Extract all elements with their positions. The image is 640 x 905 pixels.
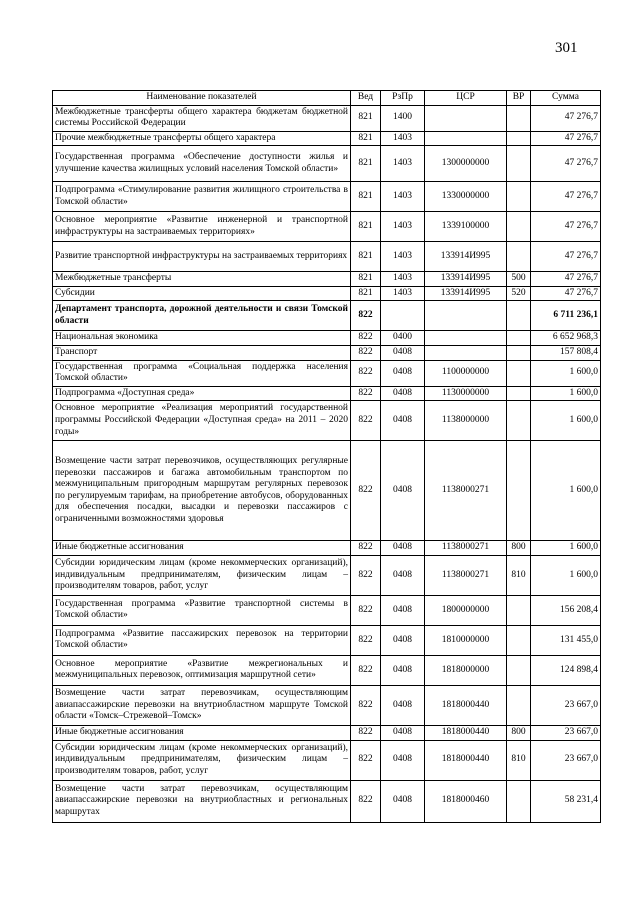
table-row [53, 595, 601, 625]
header-vr: ВР [507, 91, 531, 106]
row-rzpr: 0408 [381, 725, 425, 740]
row-rzpr: 0408 [381, 740, 425, 780]
row-csr: 1130000000 [425, 386, 507, 401]
row-ved: 822 [351, 541, 381, 556]
row-name: Возмещение части затрат перевозчиков, осуществляющих регулярные перевозки пассажиров и багажа автомобильным транспортом по межмуниципальным пригородным маршрутам регулярных перевозок по регулируемым тарифам, на приобретение автобусов, оборудованных для обеспечения посадки, высадки и перевозки пассажиров с ограниченными возможностями здоровья [53, 441, 351, 541]
row-sum: 1 600,0 [531, 360, 601, 386]
row-sum: 47 276,7 [531, 242, 601, 272]
row-ved: 821 [351, 182, 381, 212]
row-csr: 1300000000 [425, 146, 507, 182]
row-sum: 23 667,0 [531, 740, 601, 780]
row-rzpr: 1403 [381, 286, 425, 301]
row-sum: 124 898,4 [531, 655, 601, 685]
row-csr: 1818000440 [425, 725, 507, 740]
row-csr: 1818000440 [425, 740, 507, 780]
row-rzpr: 0408 [381, 401, 425, 441]
row-csr [425, 105, 507, 131]
row-vr [507, 301, 531, 331]
row-csr: 1138000271 [425, 541, 507, 556]
table-row [53, 655, 601, 685]
row-csr: 1138000000 [425, 401, 507, 441]
row-name: Основное мероприятие «Развитие межрегиональных и межмуниципальных перевозок, оптимизация маршрутной сети» [53, 655, 351, 685]
table-row [53, 301, 601, 331]
table-row [53, 685, 601, 725]
table-row [53, 386, 601, 401]
row-csr [425, 346, 507, 361]
row-ved: 821 [351, 146, 381, 182]
row-csr: 133914И995 [425, 242, 507, 272]
table-row [53, 182, 601, 212]
row-vr [507, 331, 531, 346]
row-sum: 1 600,0 [531, 441, 601, 541]
row-sum: 47 276,7 [531, 212, 601, 242]
row-ved: 822 [351, 301, 381, 331]
row-ved: 822 [351, 360, 381, 386]
row-vr: 500 [507, 272, 531, 287]
row-csr: 133914И995 [425, 286, 507, 301]
row-rzpr: 0408 [381, 555, 425, 595]
table-row [53, 725, 601, 740]
row-sum: 47 276,7 [531, 131, 601, 146]
row-name: Межбюджетные трансферты общего характера бюджетам бюджетной системы Российской Федерации [53, 105, 351, 131]
row-ved: 821 [351, 242, 381, 272]
row-ved: 821 [351, 212, 381, 242]
table-row [53, 401, 601, 441]
row-sum: 157 808,4 [531, 346, 601, 361]
row-ved: 821 [351, 131, 381, 146]
row-sum: 47 276,7 [531, 146, 601, 182]
row-sum: 1 600,0 [531, 555, 601, 595]
page-number: 301 [555, 40, 578, 56]
row-ved: 822 [351, 725, 381, 740]
header-name: Наименование показателей [53, 91, 351, 106]
table-row [53, 212, 601, 242]
row-csr: 1138000271 [425, 555, 507, 595]
table-row [53, 146, 601, 182]
row-csr: 1138000271 [425, 441, 507, 541]
row-vr [507, 595, 531, 625]
row-sum: 47 276,7 [531, 272, 601, 287]
row-ved: 822 [351, 386, 381, 401]
row-rzpr: 0408 [381, 541, 425, 556]
row-csr: 133914И995 [425, 272, 507, 287]
header-ved: Вед [351, 91, 381, 106]
table-header-row [53, 91, 601, 106]
row-vr [507, 212, 531, 242]
row-name: Субсидии юридическим лицам (кроме некоммерческих организаций), индивидуальным предпринимателям, физическим лицам – производителям товаров, работ, услуг [53, 555, 351, 595]
row-name: Транспорт [53, 346, 351, 361]
row-rzpr: 0408 [381, 346, 425, 361]
row-vr [507, 655, 531, 685]
row-rzpr: 1403 [381, 212, 425, 242]
row-ved: 822 [351, 441, 381, 541]
row-vr [507, 441, 531, 541]
table-row [53, 272, 601, 287]
row-rzpr: 0408 [381, 655, 425, 685]
row-ved: 822 [351, 401, 381, 441]
row-name: Государственная программа «Развитие транспортной системы в Томской области» [53, 595, 351, 625]
row-vr [507, 780, 531, 822]
row-vr [507, 182, 531, 212]
row-rzpr: 0408 [381, 441, 425, 541]
row-rzpr: 1403 [381, 146, 425, 182]
row-name: Возмещение части затрат перевозчикам, осуществляющим авиапассажирские перевозки на внутриобластном маршруте Томской области «Томск–Стрежевой–Томск» [53, 685, 351, 725]
row-name: Развитие транспортной инфраструктуры на застраиваемых территориях [53, 242, 351, 272]
table-row [53, 331, 601, 346]
row-sum: 6 711 236,1 [531, 301, 601, 331]
row-rzpr: 1403 [381, 242, 425, 272]
row-rzpr: 1403 [381, 182, 425, 212]
row-vr [507, 625, 531, 655]
table-row [53, 625, 601, 655]
row-sum: 6 652 968,3 [531, 331, 601, 346]
row-ved: 822 [351, 655, 381, 685]
table-row [53, 740, 601, 780]
table-row [53, 242, 601, 272]
row-name: Департамент транспорта, дорожной деятельности и связи Томской области [53, 301, 351, 331]
row-rzpr: 0408 [381, 625, 425, 655]
row-name: Подпрограмма «Развитие пассажирских перевозок на территории Томской области» [53, 625, 351, 655]
row-rzpr: 0408 [381, 386, 425, 401]
row-rzpr: 0408 [381, 780, 425, 822]
table-row [53, 286, 601, 301]
row-sum: 47 276,7 [531, 105, 601, 131]
row-vr: 800 [507, 725, 531, 740]
row-sum: 1 600,0 [531, 386, 601, 401]
row-vr [507, 386, 531, 401]
row-vr [507, 146, 531, 182]
row-name: Основное мероприятие «Реализация мероприятий государственной программы Российской Федерации «Доступная среда» на 2011 – 2020 годы» [53, 401, 351, 441]
table-row [53, 131, 601, 146]
row-csr: 1818000000 [425, 655, 507, 685]
row-vr: 520 [507, 286, 531, 301]
row-ved: 822 [351, 595, 381, 625]
row-ved: 821 [351, 286, 381, 301]
table-row [53, 441, 601, 541]
row-csr: 1810000000 [425, 625, 507, 655]
row-rzpr [381, 301, 425, 331]
row-name: Субсидии юридическим лицам (кроме некоммерческих организаций), индивидуальным предпринимателям, физическим лицам – производителям товаров, работ, услуг [53, 740, 351, 780]
row-name: Иные бюджетные ассигнования [53, 725, 351, 740]
row-ved: 822 [351, 625, 381, 655]
row-vr [507, 685, 531, 725]
row-vr [507, 242, 531, 272]
header-rzpr: РзПр [381, 91, 425, 106]
row-name: Возмещение части затрат перевозчикам, осуществляющим авиапассажирские перевозки на внутриобластных и региональных маршрутах [53, 780, 351, 822]
row-vr: 810 [507, 740, 531, 780]
row-csr [425, 301, 507, 331]
table-row [53, 541, 601, 556]
row-csr: 1800000000 [425, 595, 507, 625]
row-csr [425, 331, 507, 346]
row-ved: 821 [351, 272, 381, 287]
row-ved: 822 [351, 555, 381, 595]
row-name: Национальная экономика [53, 331, 351, 346]
row-sum: 23 667,0 [531, 685, 601, 725]
row-name: Государственная программа «Обеспечение доступности жилья и улучшение качества жилищных условий населения Томской области» [53, 146, 351, 182]
row-ved: 822 [351, 740, 381, 780]
row-vr [507, 131, 531, 146]
table-row [53, 105, 601, 131]
header-sum: Сумма [531, 91, 601, 106]
table-row [53, 555, 601, 595]
row-vr [507, 105, 531, 131]
row-rzpr: 1400 [381, 105, 425, 131]
row-ved: 822 [351, 346, 381, 361]
row-rzpr: 0408 [381, 685, 425, 725]
row-rzpr: 0400 [381, 331, 425, 346]
row-sum: 47 276,7 [531, 182, 601, 212]
row-sum: 1 600,0 [531, 401, 601, 441]
row-rzpr: 0408 [381, 360, 425, 386]
row-ved: 822 [351, 780, 381, 822]
row-name: Основное мероприятие «Развитие инженерной и транспортной инфраструктуры на застраиваемых территориях» [53, 212, 351, 242]
row-name: Прочие межбюджетные трансферты общего характера [53, 131, 351, 146]
row-vr [507, 346, 531, 361]
row-csr: 1339100000 [425, 212, 507, 242]
row-csr: 1818000460 [425, 780, 507, 822]
row-name: Межбюджетные трансферты [53, 272, 351, 287]
row-vr [507, 401, 531, 441]
row-name: Субсидии [53, 286, 351, 301]
row-vr: 800 [507, 541, 531, 556]
table-row [53, 360, 601, 386]
row-csr: 1330000000 [425, 182, 507, 212]
row-sum: 131 455,0 [531, 625, 601, 655]
row-csr: 1100000000 [425, 360, 507, 386]
row-rzpr: 0408 [381, 595, 425, 625]
row-rzpr: 1403 [381, 131, 425, 146]
row-sum: 47 276,7 [531, 286, 601, 301]
row-ved: 821 [351, 105, 381, 131]
row-ved: 822 [351, 331, 381, 346]
table-row [53, 346, 601, 361]
row-name: Подпрограмма «Стимулирование развития жилищного строительства в Томской области» [53, 182, 351, 212]
row-sum: 23 667,0 [531, 725, 601, 740]
row-ved: 822 [351, 685, 381, 725]
header-csr: ЦСР [425, 91, 507, 106]
row-name: Иные бюджетные ассигнования [53, 541, 351, 556]
row-vr [507, 360, 531, 386]
row-csr [425, 131, 507, 146]
row-sum: 156 208,4 [531, 595, 601, 625]
row-sum: 1 600,0 [531, 541, 601, 556]
row-sum: 58 231,4 [531, 780, 601, 822]
row-csr: 1818000440 [425, 685, 507, 725]
row-vr: 810 [507, 555, 531, 595]
budget-table [52, 90, 601, 823]
table-row [53, 780, 601, 822]
row-name: Государственная программа «Социальная поддержка населения Томской области» [53, 360, 351, 386]
row-name: Подпрограмма «Доступная среда» [53, 386, 351, 401]
row-rzpr: 1403 [381, 272, 425, 287]
